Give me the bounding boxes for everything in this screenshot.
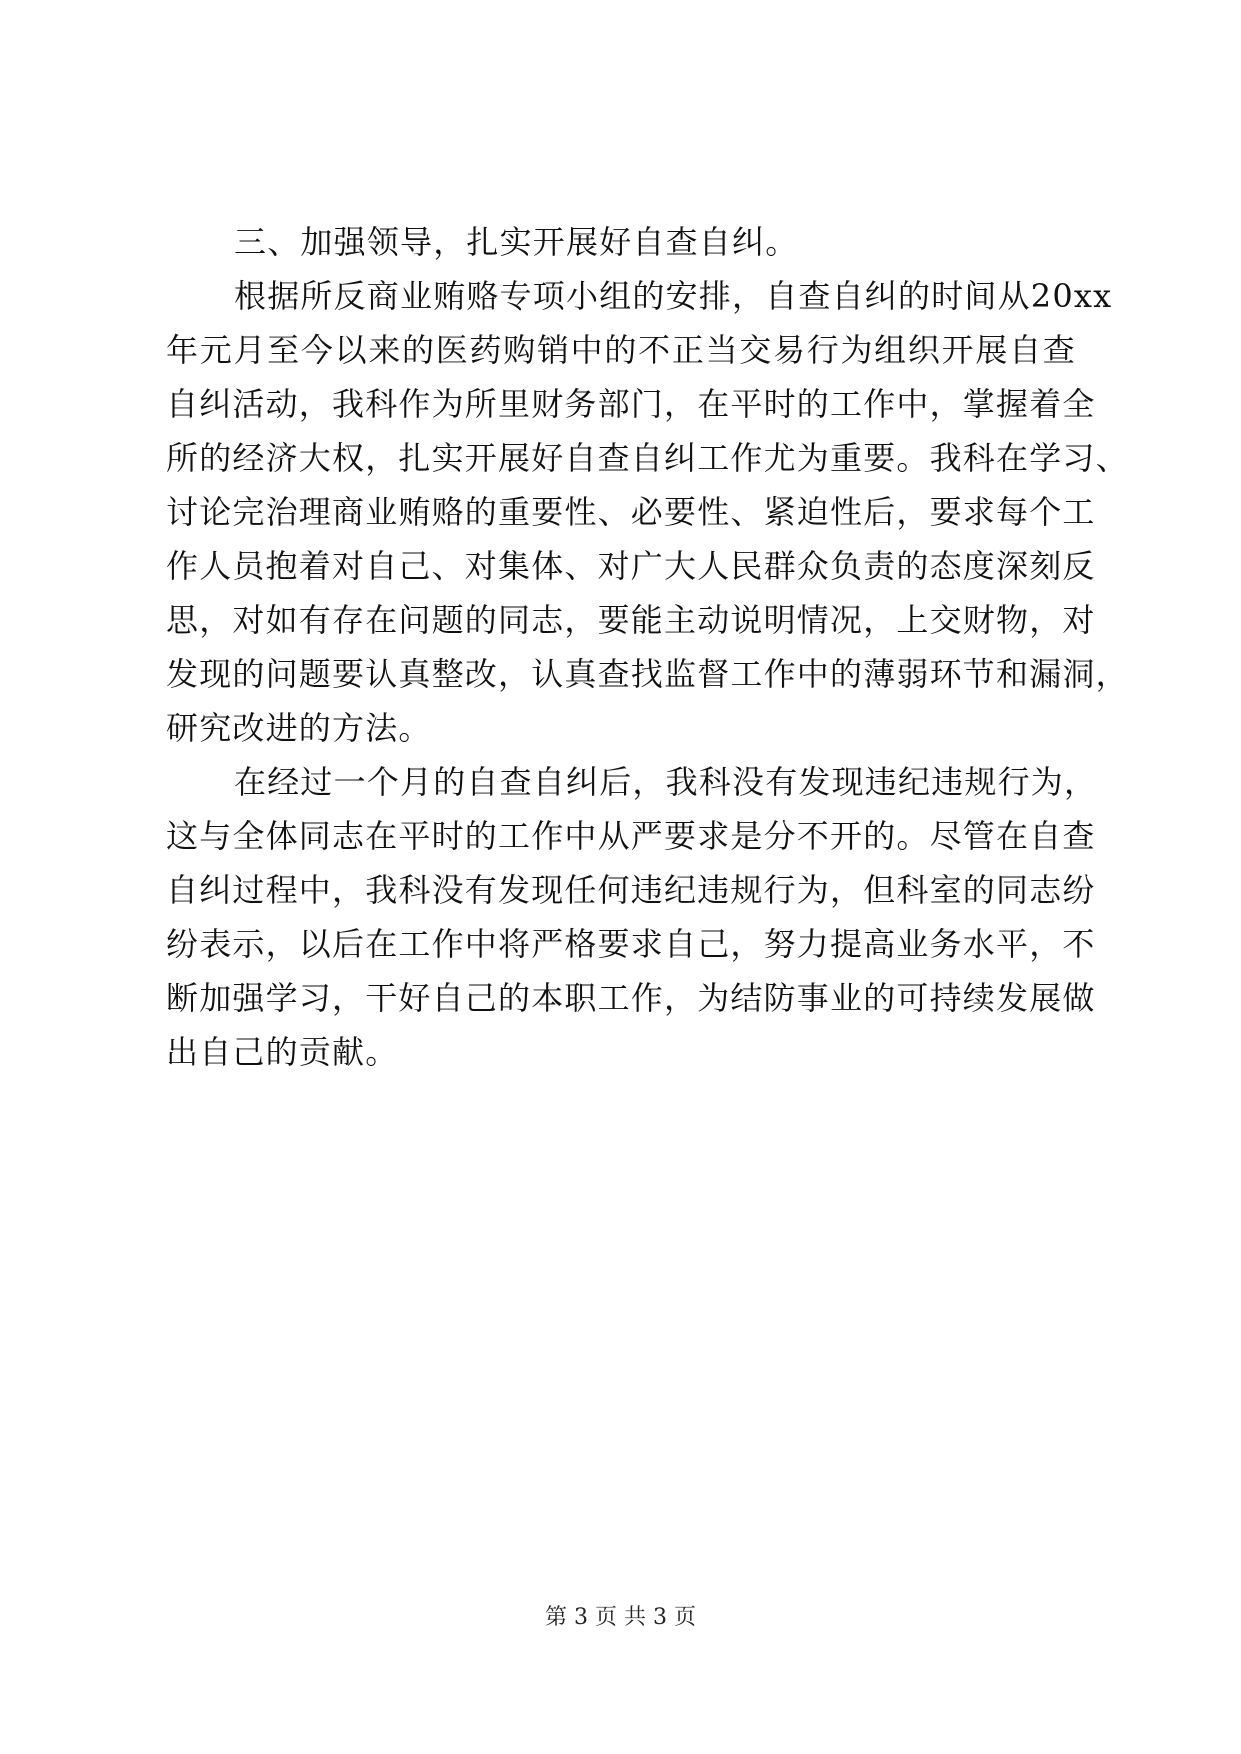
paragraph-line: 出自己的贡献。 bbox=[166, 1033, 399, 1071]
paragraph-line: 在经过一个月的自查自纠后，我科没有发现违纪违规行为， bbox=[234, 763, 1098, 801]
paragraph-line: 思，对如有存在问题的同志，要能主动说明情况，上交财物，对 bbox=[166, 601, 1096, 639]
paragraph-line: 作人员抱着对自己、对集体、对广大人民群众负责的态度深刻反 bbox=[166, 547, 1096, 585]
paragraph-line: 自纠活动，我科作为所里财务部门，在平时的工作中，掌握着全 bbox=[166, 385, 1096, 423]
paragraph-line: 纷表示，以后在工作中将严格要求自己，努力提高业务水平，不 bbox=[166, 925, 1096, 963]
paragraph-line: 讨论完治理商业贿赂的重要性、必要性、紧迫性后，要求每个工 bbox=[166, 493, 1096, 531]
paragraph-line: 这与全体同志在平时的工作中从严要求是分不开的。尽管在自查 bbox=[166, 817, 1096, 855]
paragraph-line: 断加强学习，干好自己的本职工作，为结防事业的可持续发展做 bbox=[166, 979, 1096, 1017]
paragraph-line: 所的经济大权，扎实开展好自查自纠工作尤为重要。我科在学习、 bbox=[166, 439, 1129, 477]
document-body bbox=[166, 215, 1129, 1079]
page-number-footer: 第 3 页 共 3 页 bbox=[545, 1605, 696, 1630]
paragraph-line: 自纠过程中，我科没有发现任何违纪违规行为，但科室的同志纷 bbox=[166, 871, 1096, 909]
section-heading: 三、加强领导，扎实开展好自查自纠。 bbox=[234, 223, 799, 261]
paragraph-line: 根据所反商业贿赂专项小组的安排，自查自纠的时间从20xx bbox=[234, 277, 1113, 315]
paragraph-line: 发现的问题要认真整改，认真查找监督工作中的薄弱环节和漏洞， bbox=[166, 655, 1129, 693]
paragraph-line: 年元月至今以来的医药购销中的不正当交易行为组织开展自查 bbox=[166, 331, 1076, 369]
paragraph-line: 研究改进的方法。 bbox=[166, 709, 432, 747]
